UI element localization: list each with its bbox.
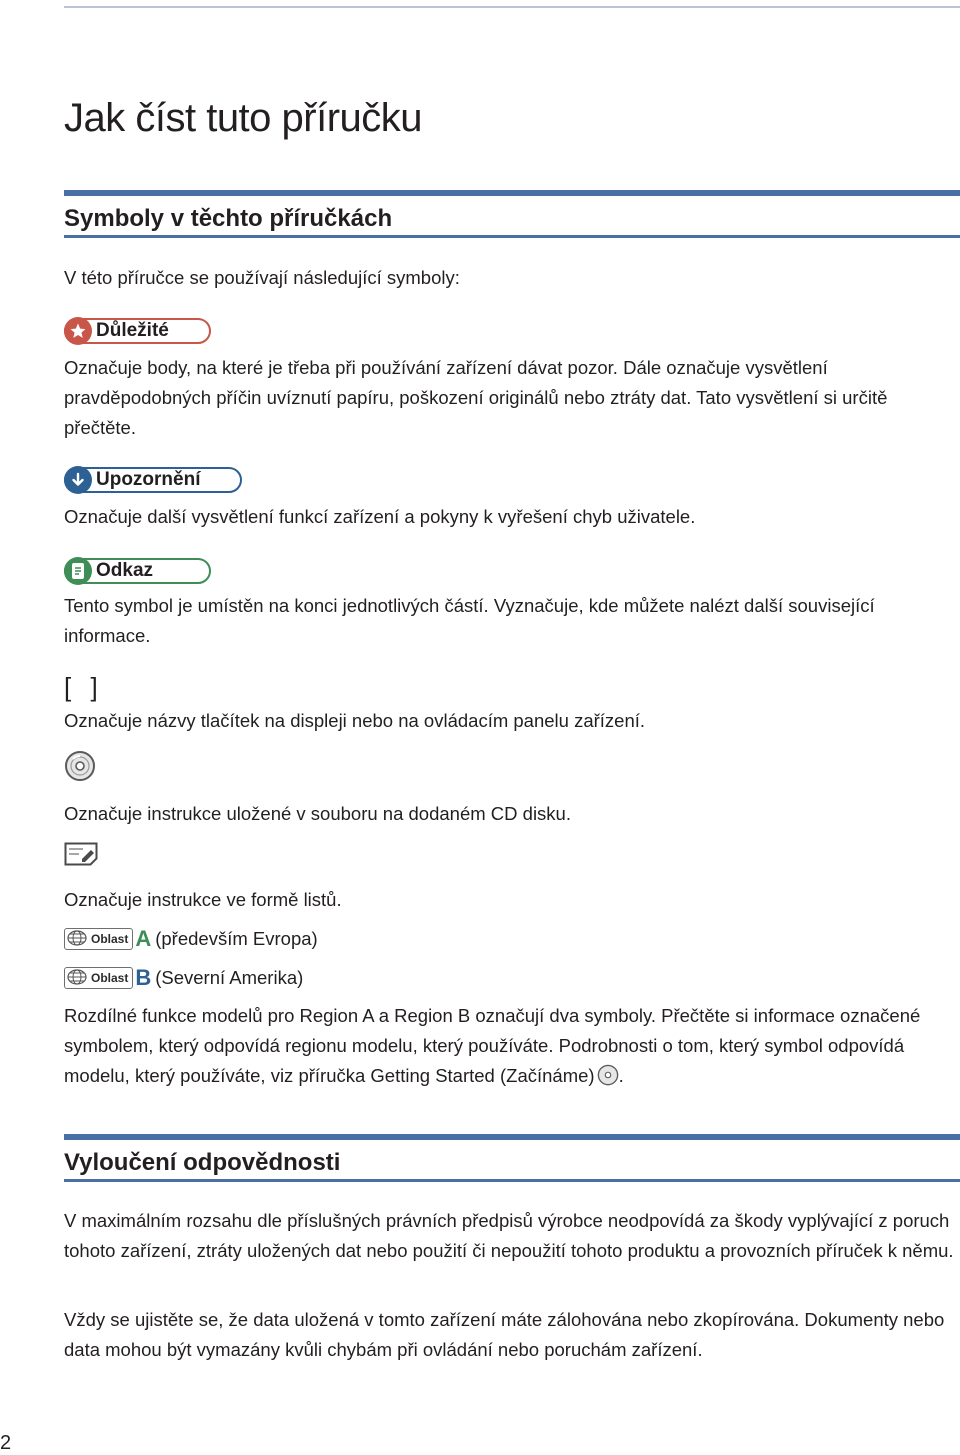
region-description-end: . bbox=[618, 1065, 624, 1086]
important-label-text: Důležité bbox=[96, 320, 169, 341]
disclaimer-paragraph-2: Vždy se ujistěte se, že data uložená v tomto zařízení máte zálohována nebo zkopírována. Dokumenty nebo data mohou být vymazány kvůli chybám při ovládání nebo poruchám zařízení. bbox=[64, 1309, 945, 1360]
reference-text: Tento symbol je umístěn na konci jednotlivých částí. Vyznačuje, kde můžete nalézt další související informace. bbox=[64, 595, 875, 646]
section-disclaimer-header bbox=[64, 1134, 960, 1182]
region-a-badge bbox=[64, 928, 133, 950]
sheet-icon bbox=[64, 842, 98, 871]
region-description bbox=[64, 1001, 956, 1095]
sheet-text: Označuje instrukce ve formě listů. bbox=[64, 889, 342, 910]
section-rule-bottom bbox=[64, 1179, 960, 1182]
symbols-intro: V této příručce se používají následující symboly: bbox=[64, 267, 460, 288]
globe-icon bbox=[67, 969, 87, 988]
note-text: Označuje další vysvětlení funkcí zařízení a pokyny k vyřešení chyb uživatele. bbox=[64, 506, 696, 527]
region-a-row bbox=[64, 926, 318, 952]
region-b-text: (Severní Amerika) bbox=[155, 967, 304, 988]
region-a-text: (především Evropa) bbox=[155, 928, 318, 949]
note-label-text: Upozornění bbox=[96, 469, 201, 490]
region-b-letter: B bbox=[135, 965, 152, 990]
region-b-badge-text: Oblast bbox=[91, 971, 129, 985]
important-label bbox=[64, 318, 211, 344]
section-symbols-header bbox=[64, 190, 960, 238]
reference-label bbox=[64, 558, 211, 584]
important-text: Označuje body, na které je třeba při používání zařízení dávat pozor. Dále označuje vysvětlení pravděpodobných příčin uvíznutí papíru, poškození originálů nebo ztráty dat. Tato vysvětlení si určitě přečtěte. bbox=[64, 357, 888, 438]
page-title: Jak číst tuto příručku bbox=[64, 96, 423, 140]
cd-icon bbox=[64, 750, 96, 787]
arrow-down-icon bbox=[64, 466, 92, 494]
section-symbols-title: Symboly v těchto příručkách bbox=[64, 205, 393, 232]
cd-text: Označuje instrukce uložené v souboru na dodaném CD disku. bbox=[64, 803, 571, 824]
region-a-badge-text: Oblast bbox=[91, 932, 129, 946]
region-a-letter: A bbox=[135, 926, 152, 951]
star-icon bbox=[64, 317, 92, 345]
section-rule-bottom bbox=[64, 235, 960, 238]
top-rule bbox=[64, 6, 960, 8]
note-label bbox=[64, 467, 242, 493]
disclaimer-paragraph-1: V maximálním rozsahu dle příslušných právních předpisů výrobce neodpovídá za škody vyplývající z poruch tohoto zařízení, ztráty uložených dat nebo použití či nepoužití tohoto produktu a provozních příruček k němu. bbox=[64, 1210, 954, 1261]
region-description-text: Rozdílné funkce modelů pro Region A a Region B označují dva symboly. Přečtěte si informace označené symbolem, který odpovídá regionu modelu, který používáte. Podrobnosti o tom, který symbol odpovídá modelu, který používáte, viz příručka Getting Started (Začínáme) bbox=[64, 1005, 921, 1086]
globe-icon bbox=[67, 930, 87, 949]
brackets-symbol: [ ] bbox=[64, 672, 104, 702]
region-b-badge bbox=[64, 967, 133, 989]
brackets-text: Označuje názvy tlačítek na displeji nebo na ovládacím panelu zařízení. bbox=[64, 710, 646, 731]
cd-icon bbox=[597, 1064, 619, 1095]
reference-label-text: Odkaz bbox=[96, 560, 154, 581]
document-icon bbox=[64, 557, 92, 585]
section-disclaimer-title: Vyloučení odpovědnosti bbox=[64, 1149, 341, 1176]
region-b-row bbox=[64, 965, 303, 991]
page-number: 2 bbox=[0, 1432, 12, 1454]
